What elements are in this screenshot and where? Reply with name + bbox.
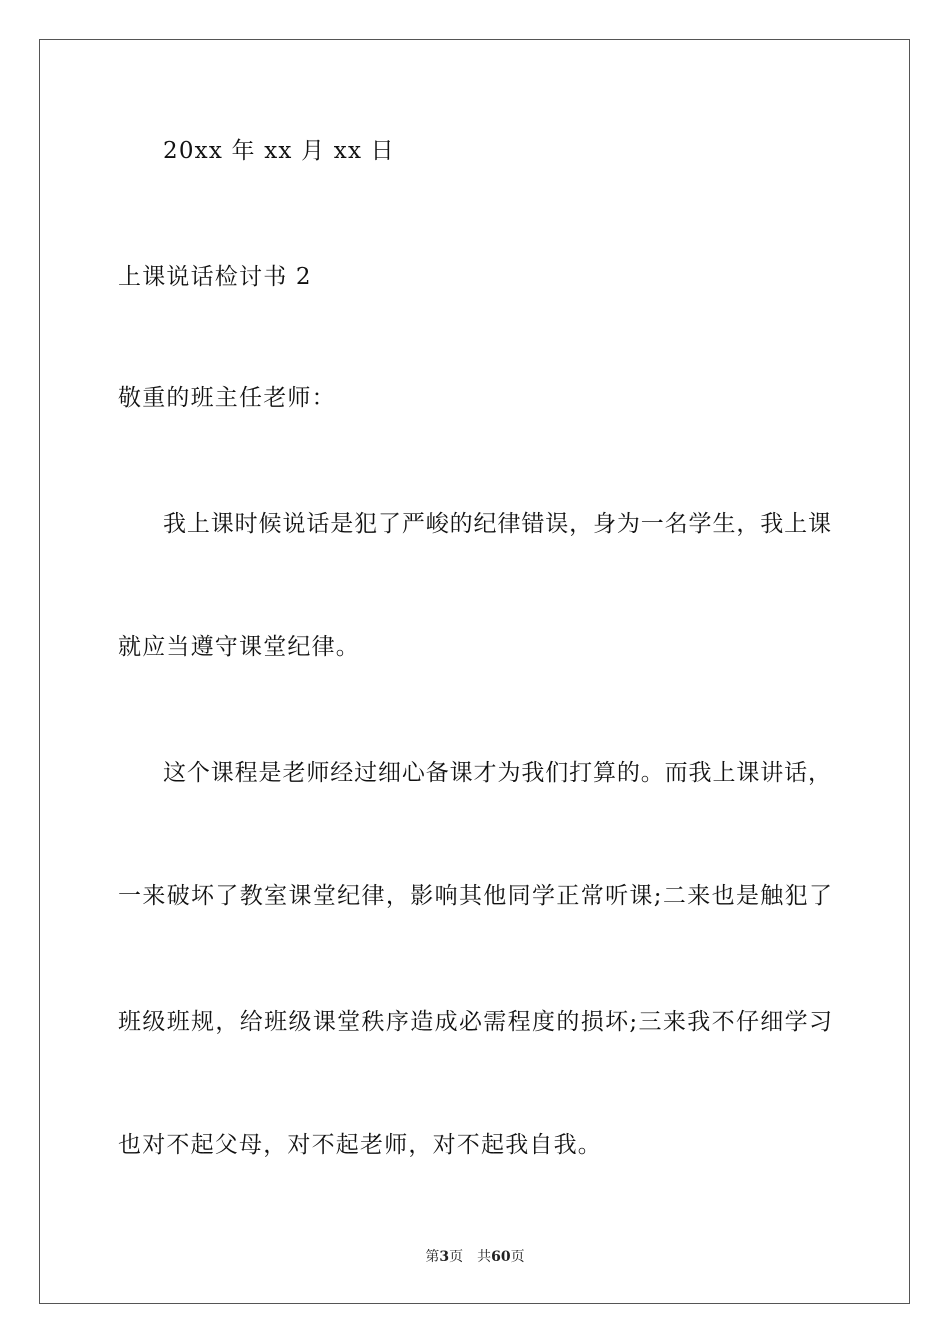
page-prefix: 第 bbox=[425, 1249, 440, 1265]
date-line: 20xx 年 xx 月 xx 日 bbox=[163, 138, 395, 164]
paragraph-2-line-4: 也对不起父母，对不起老师，对不起我自我。 bbox=[118, 1132, 602, 1158]
total-suffix: 页 bbox=[510, 1249, 525, 1265]
page-border bbox=[39, 39, 910, 1304]
paragraph-1-line-2: 就应当遵守课堂纪律。 bbox=[118, 634, 360, 660]
total-prefix: 共 bbox=[477, 1249, 492, 1265]
paragraph-1-line-1: 我上课时候说话是犯了严峻的纪律错误，身为一名学生，我上课 bbox=[163, 511, 831, 537]
document-title: 上课说话检讨书 2 bbox=[118, 264, 312, 290]
salutation: 敬重的班主任老师： bbox=[118, 385, 336, 411]
current-page-number: 3 bbox=[439, 1249, 450, 1265]
page-number-footer bbox=[0, 1248, 950, 1266]
paragraph-2-line-3: 班级班规，给班级课堂秩序造成必需程度的损坏;三来我不仔细学习 bbox=[118, 1009, 832, 1035]
paragraph-2-line-1: 这个课程是老师经过细心备课才为我们打算的。而我上课讲话， bbox=[163, 760, 831, 786]
paragraph-2-line-2: 一来破坏了教室课堂纪律，影响其他同学正常听课;二来也是触犯了 bbox=[118, 883, 832, 909]
total-page-count: 60 bbox=[491, 1249, 511, 1265]
page-suffix: 页 bbox=[449, 1249, 464, 1265]
